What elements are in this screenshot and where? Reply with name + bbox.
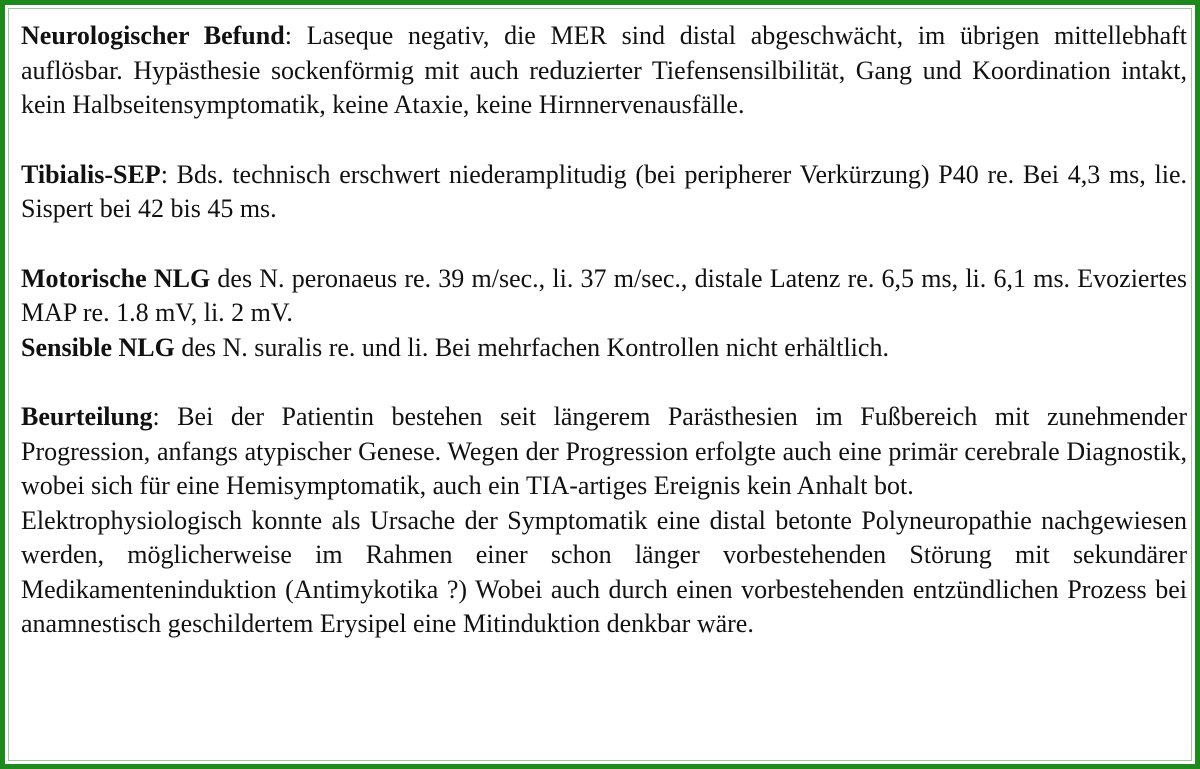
paragraph-gap [21, 365, 1187, 400]
document-body [21, 19, 1187, 642]
paragraph-motorische-nlg [21, 262, 1187, 331]
text-sensible-nlg: des N. suralis re. und li. Bei mehrfachen Kontrollen nicht erhältlich. [174, 332, 889, 362]
paragraph-tibialis-sep [21, 158, 1187, 227]
heading-sensible-nlg: Sensible NLG [21, 332, 175, 362]
text-beurteilung: : Bei der Patientin bestehen seit längerem Parästhesien im Fußbereich mit zunehmender Progression, anfangs atypischer Genese. Wegen der Progression erfolgte auch eine primär cerebrale Diagnostik, wobei sich für eine Hemisymptomatik, auch ein TIA-artiges Ereignis kein Anhalt bot. [21, 402, 1187, 500]
paragraph-gap [21, 227, 1187, 262]
heading-neurologischer-befund: Neurologischer Befund [21, 21, 285, 50]
text-neurologischer-befund: : Laseque negativ, die MER sind distal abgeschwächt, im übrigen mittellebhaft auflösbar. Hypästhesie sockenförmig mit auch reduzierter Tiefensensilbilität, Gang und Koordination intakt, kein Halbseitensymptomatik, keine Ataxie, keine Hirnnervenausfälle. [21, 21, 1187, 119]
paragraph-gap [21, 123, 1187, 158]
paragraph-elektrophysiologisch [21, 504, 1187, 642]
paragraph-neurologischer-befund [21, 19, 1187, 123]
heading-motorische-nlg: Motorische NLG [21, 263, 211, 293]
text-elektrophysiologisch: Elektrophysiologisch konnte als Ursache der Symptomatik eine distal betonte Polyneuropathie nachgewiesen werden, möglicherweise im Rahmen einer schon länger vorbestehenden Störung mit sekundärer Medikamenteninduktion (Antimykotika ?) Wobei auch durch einen vorbestehenden entzündlichen Prozess bei anamnestisch geschildertem Erysipel eine Mitinduktion denkbar wäre. [21, 505, 1187, 638]
paragraph-sensible-nlg [21, 331, 1187, 366]
text-tibialis-sep: : Bds. technisch erschwert niederamplitudig (bei peripherer Verkürzung) P40 re. Bei 4,3 ms, lie. Sispert bei 42 bis 45 ms. [21, 159, 1187, 223]
heading-beurteilung: Beurteilung [21, 402, 153, 431]
paragraph-beurteilung [21, 400, 1187, 504]
heading-tibialis-sep: Tibialis-SEP [21, 159, 161, 189]
text-motorische-nlg: des N. peronaeus re. 39 m/sec., li. 37 m/sec., distale Latenz re. 6,5 ms, li. 6,1 ms. Evoziertes MAP re. 1.8 mV, li. 2 mV. [21, 263, 1187, 327]
